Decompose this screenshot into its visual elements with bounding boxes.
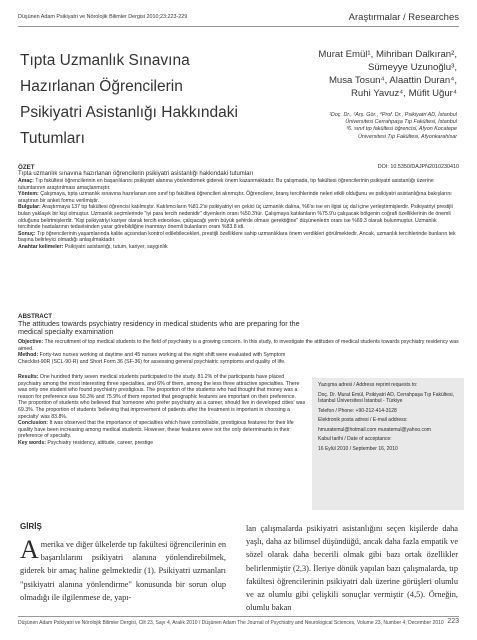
- address-label: Yazışma adresi / Address reprint requests to:: [318, 382, 418, 388]
- abstract-body-top: [18, 339, 459, 365]
- journal-header: Düşünen Adam Psikiyatri ve Nörolojik Bilimler Dergisi 2010;23:223-229: [18, 14, 188, 20]
- ozet-heading: ÖZET: [18, 164, 35, 171]
- abstract-method: Method: Forty-two nurses working at daytime and 45 nurses working at the night shift were evaluated with Symptom Checklist-90R (SCL-90-R) and Short Form 36 (SF-36) for assessing general psychiatric symptoms and quality of life.: [18, 352, 286, 365]
- abstract-body-bottom: [18, 374, 306, 447]
- abstract-section: [18, 313, 306, 337]
- correspondence-box: [312, 378, 464, 510]
- ozet-section: [18, 164, 459, 251]
- header-rule: [18, 26, 459, 27]
- abstract-results: Results: One hundred thirty seven medical students participated to the study. 81.2% of the participants have placed psychiatry among the most interesting three specialties, and 6% of them, among the less three attractive specialties. There was only one student who found psychiatry prestigious. The proportion of the students who had thought that money was a reason for preference was 50.3% and 75.9% of them reported that geographic features are important on their preference. The proportion of students who believed that 'someone who prefer psychiatry as a career, should live in developed cities' was 69.3%. The proportion of students 'believing that improvement of patients after the treatment is important in choosing a specialty' was 83.8%.: [18, 374, 306, 420]
- date-text: 16 Eylül 2010 / September 16, 2010: [318, 445, 398, 452]
- address-text: Doç. Dr. Murat Emül, Psikiyatri AD, Cerrahpaşa Tıp Fakültesi, İstanbul Üniversitesi İstanbul - Türkiye: [318, 391, 455, 404]
- article-title-tr: Tıpta Uzmanlık Sınavına Hazırlanan Öğrencilerin Psikiyatri Asistanlığı Hakkındaki Tutumları: [20, 52, 238, 147]
- giris-column-2: lan çalışmalarda psikiyatri asistanlığını seçen kişilerde daha yaşlı, daha az bilimsel düşündüğü, ancak daha fazla empatik ve sözel olarak daha becerili olmak gibi bazı ortak özellikler belirlenmiştir (2,3). İleriye dönük yapılan bazı çalışmalarda, tıp fakültesi öğrencilerinin psikiyatri dalı üzerine görüşleri olumlu ve az olumlu gibi çelişkili sonuçlar vermiştir (4,5). Örneğin, olumlu bakan: [246, 524, 458, 613]
- section-label: Araştırmalar / Researches: [348, 12, 459, 23]
- doi-label: DOI: 10.5350/DAJPN2010230410: [377, 164, 459, 170]
- abstract-keywords: Key words: Psychiatry residency, attitude, career, prestige: [18, 439, 154, 446]
- email-text: hmuratemul@hotmail.com muratemul@yahoo.com: [318, 426, 431, 433]
- footer-citation: Düşünen Adam Psikiyatri ve Nörolojik Bilimler Dergisi, Cilt 23, Sayı 4, Aralık 2010 / Düşünen Adam The Journal of Psychiatry and Neurological Sciences, Volume 23, Number 4, December 2010: [18, 620, 444, 626]
- ozet-title: Tıpta uzmanlık sınavına hazırlanan öğrencilerin psikiyatri asistanlığı hakkındaki tutumları: [18, 171, 254, 177]
- abstract-conclusion: Conclusion: It was observed that the importance of specialties which have controllable, prestigious features for their life quality have been increasing among medical students. However, these features were not the only determinants in their preference of specialty.: [18, 420, 294, 440]
- ozet-amac: Amaç: Tıp fakültesi öğrencilerinin en başarılılarını psikiyatri alanına yönlendirmek giderek önem kazanmaktadır. Bu çalışmada, tıp fakültesi öğrencilerinin psikiyatri asistanlığı üzerine tutumlarının araştırılması amaçlanmıştır.: [18, 178, 434, 191]
- ozet-yontem: Yöntem: Çalışmaya, tıpta uzmanlık sınavına hazırlanan son sınıf tıp fakültesi öğrencileri alınmıştır. Öğrencilere, branş tercihlerinde neleri etkili olduğunu ve psikiyatri asistanlığına bakışlarını araştıran bir anket formu verilmiştir.: [18, 191, 452, 204]
- author-affiliations: ¹Doç. Dr., ²Arş. Gör., ⁴Prof. Dr., Psikiyatri AD, İstanbul Üniversitesi Cerrahpaşa Tıp Fakültesi, İstanbul ³6. sınıf tıp fakültesi öğrencisi, Afyon Kocatepe Üniversitesi Tıp Fakültesi, Afyonkarahisar: [329, 112, 457, 140]
- ozet-keywords: Anahtar kelimeler: Psikiyatri asistanlığı, tutum, kariyer, saygınlık: [18, 243, 168, 250]
- email-label: Elektronik posta adresi / E-mail address:: [318, 417, 408, 423]
- date-label: Kabul tarihi / Date of acceptance:: [318, 436, 392, 442]
- footer-rule: [18, 616, 459, 617]
- ozet-bulgular: Bulgular: Araştırmaya 137 tıp fakültesi öğrencisi katılmıştır. Katılımcıların %81.2'si psikiyatriyi en çekici üç uzmanlık dalına, %6'sı ise en ilgisi üç dal içine yerleştirmişlerdir. Psikiyatriyi prestijli bulan yaklaşık bir kişi olmuştur. Uzmanlık seçimlerinde "iyi para tercih nedenidir" diyenlerin oranı %50.3'tür. Çalışmaya katılanların %75.9'u çalışacak bölgenin coğrafi özelliklerinin de önemli olduğunu belirtmişlerdir. "Kişi psikiyatriyi kariyer olarak tercih edecekse, çalışacağı yerin büyük şehirde olması gerektiğine" düşünenlerin oranı ise %69.3 olarak bulunmuştur. Uzmanlık tercihinde hastalarının tedavisinden yarar görebildiğine inanmayı önemli bulanların oranı %83.8 idi.: [18, 204, 453, 231]
- page-number: 223: [447, 618, 459, 625]
- abstract-title: The attitudes towards psychiatry residency in medical students who are preparing for the medical specialty examination: [18, 319, 300, 337]
- dropcap-letter: A: [20, 535, 39, 564]
- giris-column-1: Amerika ve diğer ülkelerde tıp fakültesi öğrencilerinin en başarılılarını psikiyatri alanına yönlendirebilmek, giderek bir amaç haline gelmektedir (1). Psikiyatri uzmanları "psikiyatri alanına yönlendirme" konusunda bir sorun olup olmadığı ile ilgilenmese de, yapı-: [20, 535, 226, 602]
- giris-heading: GİRİŞ: [20, 522, 42, 531]
- abstract-objective: Objective: The recruitment of top medical students to the field of psychiatry is a growing concern. In this study, to investigate the attitudes of medical students towards psychiatry residency was aimed.: [18, 339, 459, 352]
- ozet-sonuc: Sonuç: Tıp öğrencilerinin yaşamlarında kalite açısından kontrol edilebilecekleri, prestijli özelliklere sahip uzmanlıklara önem verdikleri görülmektedir. Ancak, uzmanlık tercihlerinde bunların tek başına belirleyici olmadığı anlaşılmaktadır.: [18, 230, 456, 244]
- author-list: Murat Emül¹, Mihriban Dalkıran², Sümeyye Uzunoğlu³, Musa Tosun⁴, Alaattin Duran⁴, Ruhi Yavuz⁴, Müfit Uğur⁴: [318, 49, 457, 99]
- phone-text: Telefon / Phone: +90-212-414-3128: [318, 407, 397, 414]
- abstract-heading: ABSTRACT: [18, 313, 53, 320]
